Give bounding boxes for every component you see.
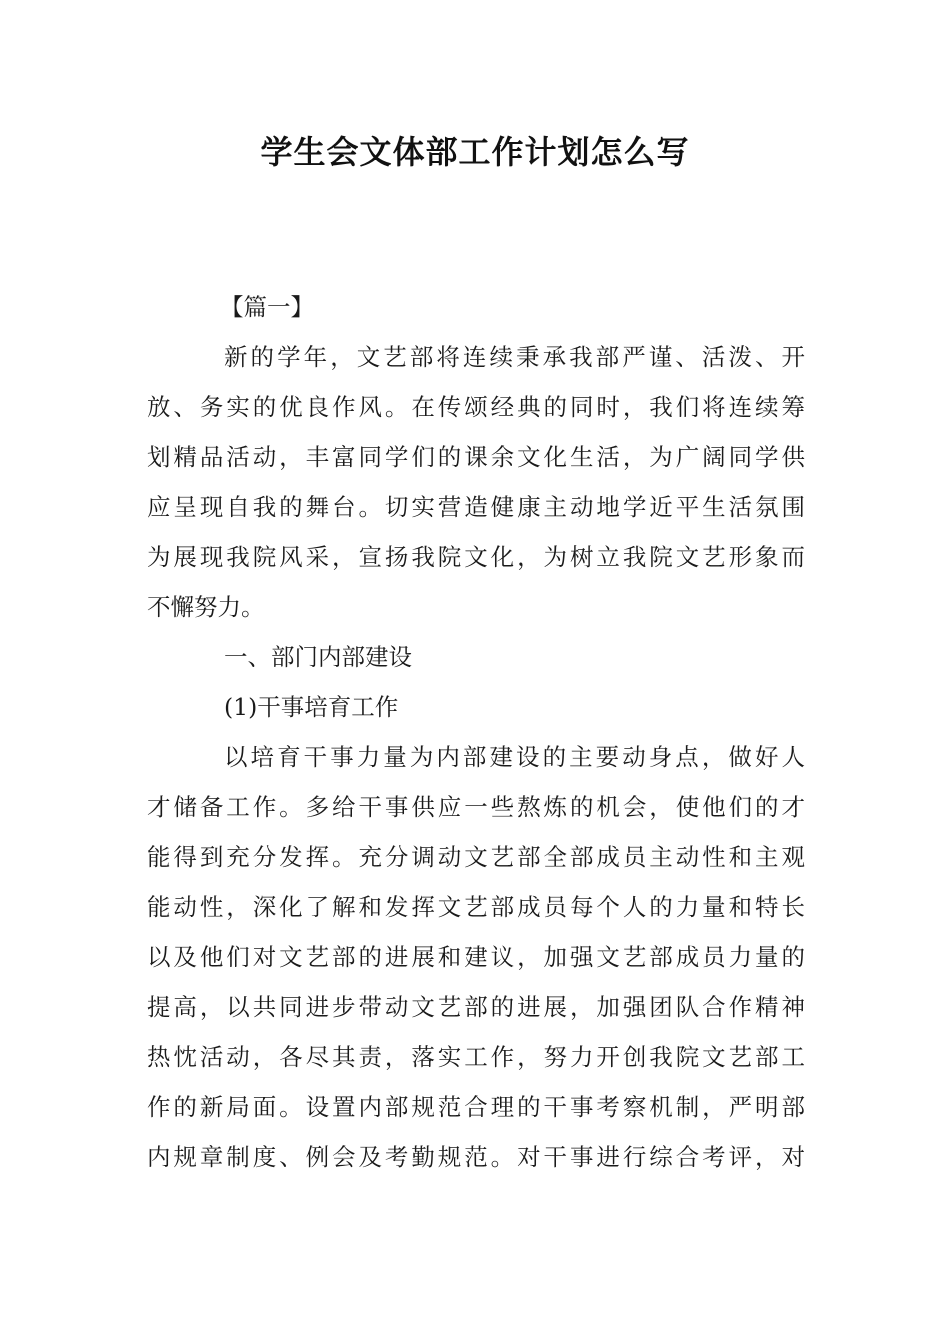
paragraph-line: 新的学年，文艺部将连续秉承我部严谨、活泼、开 (224, 343, 805, 371)
paragraph-line: 应呈现自我的舞台。切实营造健康主动地学近平生活氛围 (147, 493, 805, 521)
paragraph-line: 热忱活动，各尽其责，落实工作，努力开创我院文艺部工 (147, 1043, 805, 1071)
paragraph-line: 为展现我院风采，宣扬我院文化，为树立我院文艺形象而 (147, 543, 805, 571)
paragraph-line: 才储备工作。多给干事供应一些熬炼的机会，使他们的才 (147, 793, 805, 821)
paragraph-line: 以培育干事力量为内部建设的主要动身点，做好人 (224, 743, 805, 771)
paragraph-line: 以及他们对文艺部的进展和建议，加强文艺部成员力量的 (147, 943, 805, 971)
paragraph-line: 提高，以共同进步带动文艺部的进展，加强团队合作精神 (147, 993, 805, 1021)
paragraph-line: 放、务实的优良作风。在传颂经典的同时，我们将连续筹 (147, 393, 805, 421)
section-label: 【篇一】 (220, 293, 314, 321)
paragraph-line: 能动性，深化了解和发挥文艺部成员每个人的力量和特长 (147, 893, 805, 921)
subsection-heading: (1)干事培育工作 (224, 693, 399, 721)
section-heading: 一、部门内部建设 (224, 643, 412, 671)
paragraph-line: 划精品活动，丰富同学们的课余文化生活，为广阔同学供 (147, 443, 805, 471)
paragraph-line: 不懈努力。 (147, 593, 265, 621)
paragraph-line: 能得到充分发挥。充分调动文艺部全部成员主动性和主观 (147, 843, 805, 871)
document-title: 学生会文体部工作计划怎么写 (260, 133, 690, 171)
paragraph-line: 作的新局面。设置内部规范合理的干事考察机制，严明部 (147, 1093, 805, 1121)
document-body (147, 282, 805, 1182)
paragraph-line: 内规章制度、例会及考勤规范。对干事进行综合考评，对 (147, 1143, 805, 1171)
